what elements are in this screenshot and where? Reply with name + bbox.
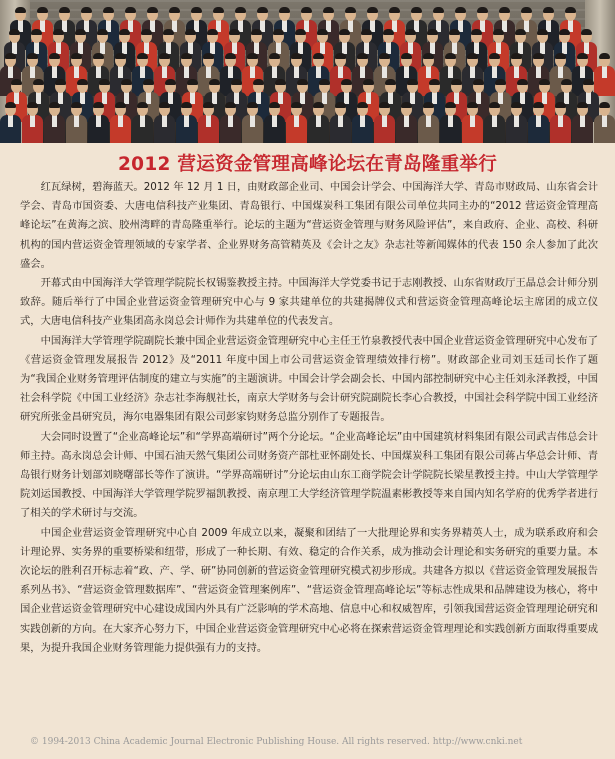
attendee [110, 103, 130, 143]
attendee [44, 103, 64, 143]
attendee [440, 103, 460, 143]
attendee [198, 103, 218, 143]
attendee [396, 103, 416, 143]
attendee [0, 103, 20, 143]
attendee [550, 103, 570, 143]
copyright-footer: © 1994-2013 China Academic Journal Electronic Publishing House. All rights reserved. http://www.cnki.net [30, 737, 523, 747]
attendee [352, 103, 372, 143]
attendee [572, 103, 592, 143]
attendee [308, 103, 328, 143]
attendee [528, 103, 548, 143]
article-paragraph: 大会同时设置了“企业高峰论坛”和“学界高端研讨”两个分论坛。“企业高峰论坛”由中国建筑材料集团有限公司武吉伟总会计师主持。高永岗总会计师、中国石油天然气集团公司财务资产部杜亚怀副处长、中国煤炭科工集团有限公司蒋占华总会计师、青岛银行财务计划部刘晓曙部长等作了演讲。“学界高端研讨”分论坛由山东工商学院会计学院院长梁星教授主持。中山大学管理学院刘运国教授、中国海洋大学管理学院罗福凯教授、南京理工大学经济管理学院温素彬教授等来自国内知名学府的优秀学者进行了相关的学术研讨与交流。 [20, 430, 598, 520]
article-paragraph: 中国企业营运资金管理研究中心自 2009 年成立以来，凝聚和团结了一大批理论界和实务界精英人士，成为联系政府和会计理论界、实务界的重要桥梁和纽带，形成了一种长期、有效、稳定的合作关系，成为推动会计理论和实务研究的重要力量。本次论坛的胜利召开标志着“政、产、学、研”协同创新的营运资金管理研究模式初步形成。共建各方拟以《营运资金管理发展报告系列丛书》、“营运资金管理数据库”、“营运资金管理案例库”、“营运资金管理高峰论坛”等标志性成果和品牌建设为核心，将中国企业营运资金管理研究中心建设成国内外具有广泛影响的学术高地、信息中心和权威智库，引领我国营运资金管理理论研究和实践创新的方向。在大家齐心努力下，中国企业营运资金管理研究中心必将在探索营运资金管理理论和实践创新方面取得重要成果，为提升我国企业财务管理能力提供强有力的支持。 [20, 526, 598, 654]
attendee [242, 103, 262, 143]
article-paragraph: 中国海洋大学管理学院副院长兼中国企业营运资金管理研究中心主任王竹泉教授代表中国企业营运资金管理研究中心发布了《营运资金管理发展报告 2012》及“2011 年度中国上市公司营运资金管理绩效排行榜”。财政部企业司刘玉廷司长作了题为“我国企业财务管理评估制度的建立与实施”的主题演讲。中国会计学会副会长、中国内部控制研究中心主任刘永泽教授，中国社会科学院《中国工业经济》杂志社李海舰社长，南京大学财务与会计研究院副院长李心合教授，中国社会科学院中国工业经济研究所张金昌研究员，海尔电器集团有限公司彭家钧财务总监分别作了专题报告。 [20, 334, 598, 424]
attendee [418, 103, 438, 143]
attendee [484, 103, 504, 143]
attendee [154, 103, 174, 143]
attendee [88, 103, 108, 143]
attendee [22, 103, 42, 143]
attendee [374, 103, 394, 143]
group-photo [0, 0, 615, 143]
article-paragraph: 红瓦绿树，碧海蓝天。2012 年 12 月 1 日，由财政部企业司、中国会计学会、中国海洋大学、青岛市财政局、山东省会计学会、青岛市国资委、大唐电信科技产业集团、青岛银行、中国煤炭科工集团有限公司单位共同主办的“2012 营运资金管理高峰论坛”在黄海之滨、胶州湾畔的青岛隆重举行。论坛的主题为“营运资金管理与财务风险评估”，来自政府、企业、高校、科研机构的国内营运资金管理领域的专家学者、企业界财务高管精英及《会计之友》杂志社等新闻媒体的代表 150 余人参加了此次盛会。 [20, 181, 598, 270]
attendee [594, 103, 614, 143]
attendee [286, 103, 306, 143]
page-title: 2012 营运资金管理高峰论坛在青岛隆重举行 [117, 154, 498, 175]
attendee [264, 103, 284, 143]
attendee [176, 103, 196, 143]
attendee [66, 103, 86, 143]
attendee [220, 103, 240, 143]
attendee [132, 103, 152, 143]
attendee [330, 103, 350, 143]
article-paragraph: 开幕式由中国海洋大学管理学院院长权锡鉴教授主持。中国海洋大学党委书记于志刚教授、山东省财政厅王晶总会计师分别致辞。随后举行了中国企业营运资金管理研究中心与 9 家共建单位的共建揭牌仪式和营运资金管理高峰论坛主席团的成立仪式，大唐电信科技产业集团高永岗总会计师作为共建单位的代表发言。 [20, 277, 598, 328]
photo-row [0, 103, 615, 143]
attendee [462, 103, 482, 143]
article-body [20, 178, 598, 658]
attendee [506, 103, 526, 143]
